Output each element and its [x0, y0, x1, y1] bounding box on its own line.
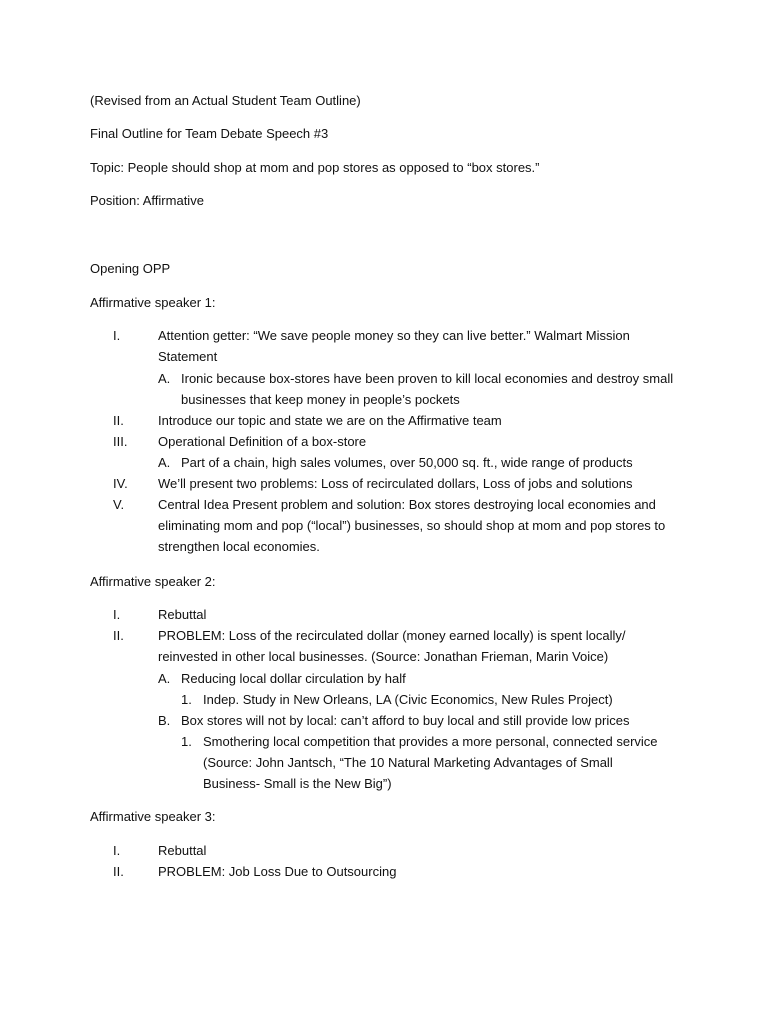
- speaker3-heading: Affirmative speaker 3:: [90, 809, 216, 824]
- list-item-text: Central Idea Present problem and solution: Box stores destroying local economies and eliminating mom and pop (“local”) businesses, so should shop at mom and pop stores to strengthen local economies.: [158, 497, 666, 554]
- list-item-number: II.: [113, 628, 124, 643]
- sub-item-letter: B.: [158, 713, 171, 728]
- list-item-text: PROBLEM: Job Loss Due to Outsourcing: [158, 864, 397, 879]
- opening-heading: Opening OPP: [90, 261, 171, 276]
- speaker2-heading: Affirmative speaker 2:: [90, 574, 216, 589]
- list-item-number: I.: [113, 328, 121, 343]
- sub-item-letter: A.: [158, 455, 171, 470]
- list-item-number: I.: [113, 843, 121, 858]
- sub-item-text: Part of a chain, high sales volumes, over 50,000 sq. ft., wide range of products: [181, 455, 633, 470]
- list-item-text: PROBLEM: Loss of the recirculated dollar (money earned locally) is spent locally/ reinvested in other local businesses. (Source: Jonathan Frieman, Marin Voice): [158, 628, 626, 664]
- outline-title: Final Outline for Team Debate Speech #3: [90, 126, 329, 141]
- position-line: Position: Affirmative: [90, 193, 204, 208]
- revised-note: (Revised from an Actual Student Team Outline): [90, 93, 361, 108]
- list-item-text: Introduce our topic and state we are on the Affirmative team: [158, 413, 502, 428]
- list-item-number: II.: [113, 864, 124, 879]
- sub-sub-item-text: Indep. Study in New Orleans, LA (Civic Economics, New Rules Project): [203, 692, 613, 707]
- sub-sub-item-number: 1.: [181, 692, 192, 707]
- list-item-text: We’ll present two problems: Loss of recirculated dollars, Loss of jobs and solutions: [158, 476, 633, 491]
- sub-item-letter: A.: [158, 371, 171, 386]
- list-item-text: Rebuttal: [158, 607, 207, 622]
- sub-sub-item-text: Smothering local competition that provides a more personal, connected service (Source: John Jantsch, “The 10 Natural Marketing Advantages of Small Business- Small is the New Big”): [203, 734, 658, 791]
- list-item-number: IV.: [113, 476, 128, 491]
- sub-item-letter: A.: [158, 671, 171, 686]
- sub-item-text: Ironic because box-stores have been proven to kill local economies and destroy small businesses that keep money in people’s pockets: [181, 371, 674, 407]
- list-item-number: II.: [113, 413, 124, 428]
- list-item-text: Attention getter: “We save people money so they can live better.” Walmart Mission Statement: [158, 328, 630, 364]
- list-item-text: Rebuttal: [158, 843, 207, 858]
- sub-item-text: Reducing local dollar circulation by half: [181, 671, 406, 686]
- list-item-text: Operational Definition of a box-store: [158, 434, 367, 449]
- sub-sub-item-number: 1.: [181, 734, 192, 749]
- speaker1-heading: Affirmative speaker 1:: [90, 295, 216, 310]
- topic-line: Topic: People should shop at mom and pop stores as opposed to “box stores.”: [90, 160, 540, 175]
- list-item-number: I.: [113, 607, 121, 622]
- sub-item-text: Box stores will not by local: can’t afford to buy local and still provide low prices: [181, 713, 630, 728]
- list-item-number: V.: [113, 497, 125, 512]
- list-item-number: III.: [113, 434, 128, 449]
